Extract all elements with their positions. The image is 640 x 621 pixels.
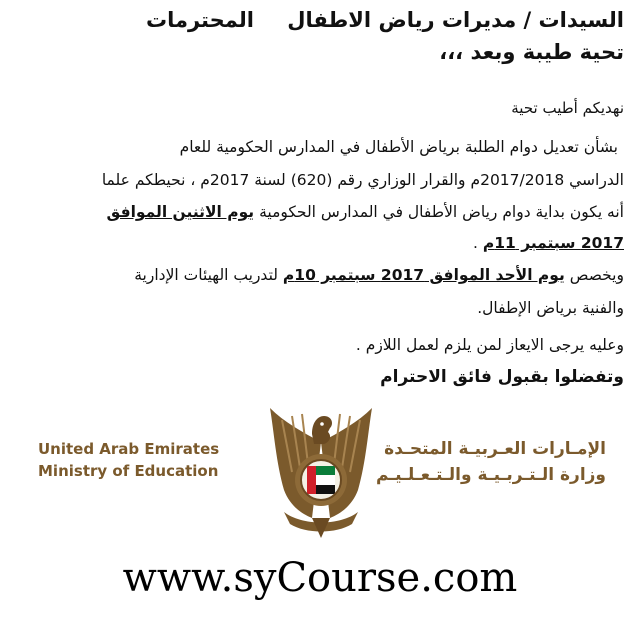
ministry-name-arabic <box>376 436 606 488</box>
ministry-ar-line-2: وزارة الـتـربـيـة والـتـعـلـيـم <box>375 465 606 485</box>
body-line-6: والفنية برياض الإطفال. <box>477 299 624 317</box>
ministry-ar-line-1: الإمـارات العـربيـة المتحـدة <box>384 439 606 459</box>
ministry-en-line-1: United Arab Emirates <box>38 440 220 458</box>
body-line-5 <box>134 266 624 284</box>
body-line-4-end: . <box>472 234 483 252</box>
training-date: يوم الأحد الموافق 2017 سبتمبر 10م <box>282 266 565 284</box>
body-line-3-text: أنه يكون بداية دوام رياض الأطفال في المدارس الحكومية <box>259 203 624 221</box>
start-date: 2017 سبتمبر 11م <box>482 234 624 252</box>
body-line-5-end: لتدريب الهيئات الإدارية <box>134 266 278 284</box>
body-line-2: الدراسي 2017/2018م والقرار الوزاري رقم (620) لسنة 2017م ، نحيطكم علما <box>101 171 624 189</box>
body-line-7: وعليه يرجى الايعاز لمن يلزم لعمل اللازم . <box>355 336 624 354</box>
closing-line: وتفضلوا بقبول فائق الاحترام <box>380 367 624 387</box>
body-line-5-text: ويخصص <box>569 266 624 284</box>
letter-header <box>16 8 624 38</box>
greeting: تحية طيبة وبعد ،،، <box>439 40 624 64</box>
body-line-1: بشأن تعديل دوام الطلبة برياض الأطفال في المدارس الحكومية للعام <box>179 138 618 156</box>
uae-falcon-emblem-icon <box>262 402 380 540</box>
ministry-en-line-2: Ministry of Education <box>38 462 219 480</box>
ministry-name-english <box>38 438 219 482</box>
start-date-day: يوم الاثنين الموافق <box>106 203 255 221</box>
body-line-4 <box>473 234 624 252</box>
footer-website-url: www.syCourse.com <box>122 555 518 601</box>
honorific: المحترمات <box>146 8 254 32</box>
addressee: السيدات / مديرات رياض الاطفال <box>287 8 624 32</box>
body-line-3 <box>106 203 624 221</box>
gift-line: نهديكم أطيب تحية <box>511 99 624 117</box>
